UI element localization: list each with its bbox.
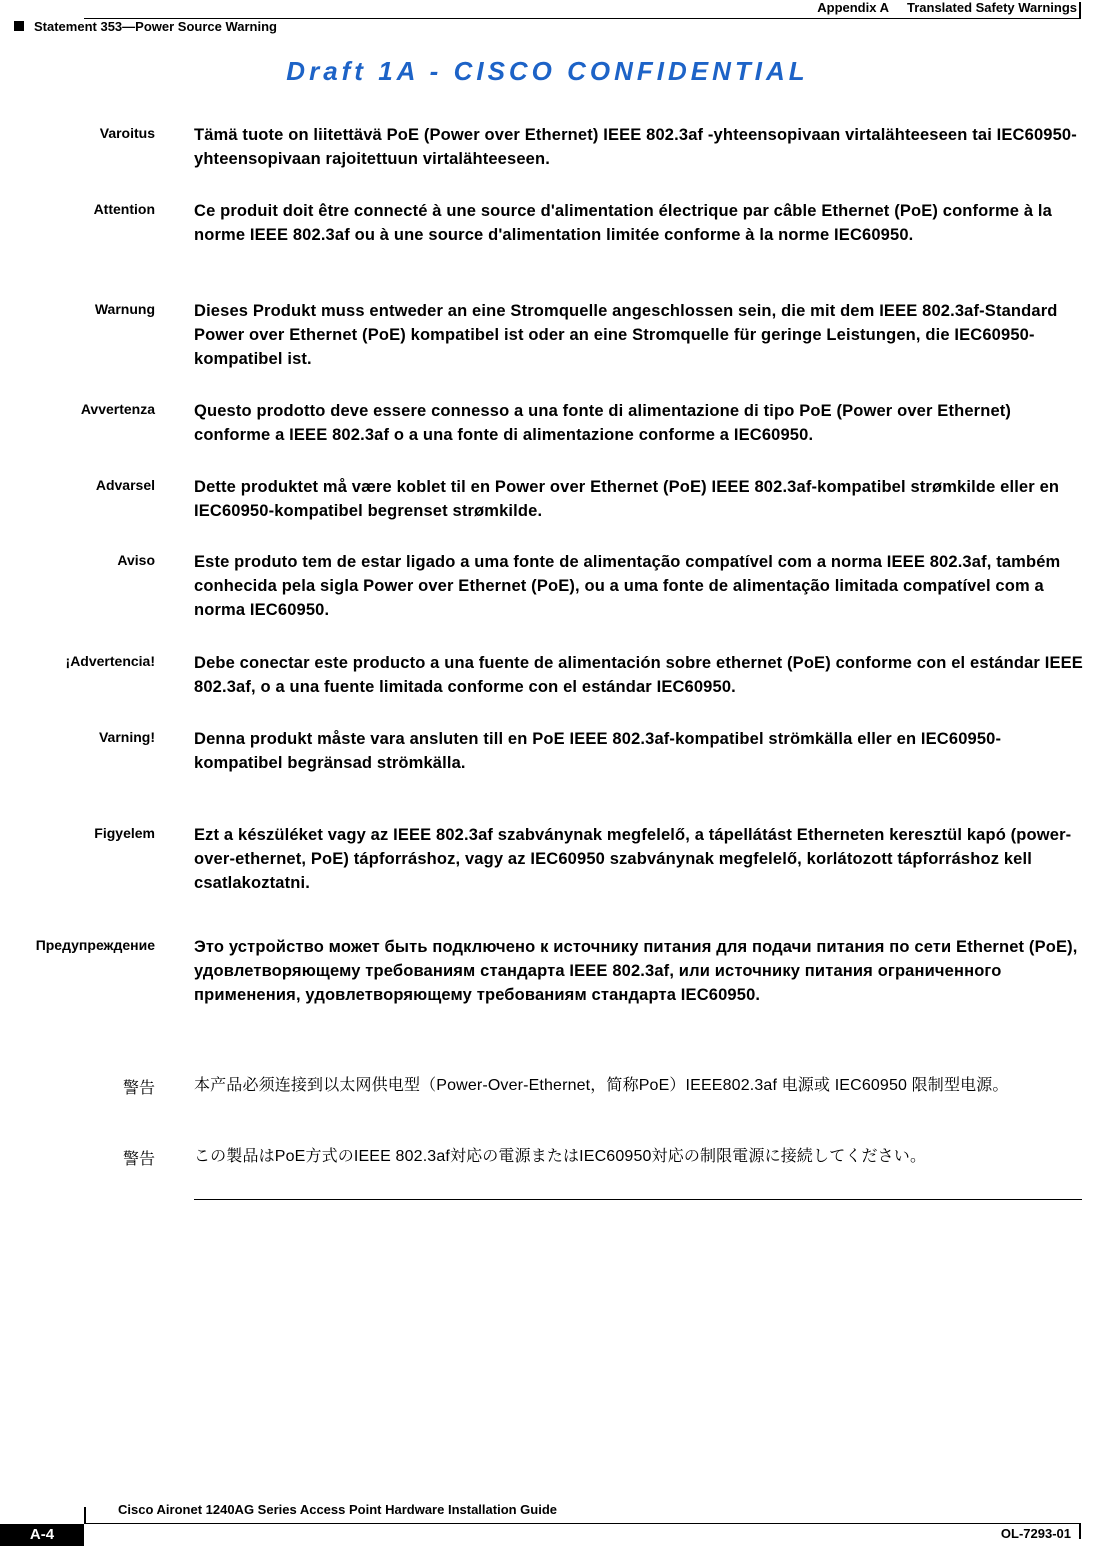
section-end-rule bbox=[194, 1199, 1082, 1200]
warning-text: この製品はPoE方式のIEEE 802.3af対応の電源またはIEC60950対応の制限電源に接続してください。 bbox=[194, 1148, 927, 1165]
warning-label: Aviso bbox=[117, 552, 155, 568]
warning-label: 警告 bbox=[122, 1151, 155, 1168]
warning-label: Attention bbox=[93, 201, 155, 217]
page-number: A-4 bbox=[0, 1524, 84, 1546]
warning-label: Varning! bbox=[98, 729, 155, 745]
warning-text: Tämä tuote on liitettävä PoE (Power over Ethernet) IEEE 802.3af -yhteensopivaan virtalähteeseen tai IEC60950-yhteensopivaan rajoitettuun virtalähteeseen. bbox=[194, 126, 1077, 168]
document-number: OL-7293-01 bbox=[1000, 1526, 1071, 1541]
warning-text: Dieses Produkt muss entweder an eine Stromquelle angeschlossen sein, die mit dem IEEE 802.3af-Standard Power over Ethernet (PoE) kompatibel ist oder an eine Stromquelle für geringe Leistungen, die IEC60950-kompatibel ist. bbox=[194, 302, 1058, 368]
warning-label: ¡Advertencia! bbox=[65, 653, 155, 669]
warning-label: Предупреждение bbox=[35, 937, 155, 953]
warning-text: Ezt a készüléket vagy az IEEE 802.3af szabványnak megfelelő, a tápellátást Etherneten keresztül kapó (power-over-ethernet, PoE) tápforráshoz, vagy az IEC60950 szabványnak megfelelő, korlátozott tápforráshoz kell csatlakoztatni. bbox=[194, 826, 1072, 892]
warning-text: Это устройство может быть подключено к источнику питания для подачи питания по сети Ethernet (PoE), удовлетворяющему требованиям стандарта IEEE 802.3af, или источнику питания ограниченного применения, удовлетворяющему требованиям стандарта IEC60950. bbox=[194, 938, 1078, 1004]
header-chapter bbox=[817, 0, 1077, 15]
footer-rule bbox=[84, 1523, 1081, 1524]
footer-guide-title: Cisco Aironet 1240AG Series Access Point Hardware Installation Guide bbox=[118, 1502, 558, 1517]
warning-text: Ce produit doit être connecté à une source d'alimentation électrique par câble Ethernet (PoE) conforme à la norme IEEE 802.3af ou à une source d'alimentation limitée conforme à la norme IEC60950. bbox=[194, 202, 1052, 244]
warning-label: Figyelem bbox=[94, 825, 155, 841]
footer-tick-right bbox=[1079, 1523, 1081, 1539]
warning-label: Advarsel bbox=[95, 477, 155, 493]
warning-label: Avvertenza bbox=[80, 401, 155, 417]
header-chapter-title: Translated Safety Warnings bbox=[906, 0, 1077, 15]
header-square-marker bbox=[14, 21, 24, 31]
footer-tick bbox=[84, 1507, 86, 1523]
warning-text: Dette produktet må være koblet til en Power over Ethernet (PoE) IEEE 802.3af-kompatibel strømkilde eller en IEC60950-kompatibel begrenset strømkilde. bbox=[194, 478, 1060, 520]
warning-text: Questo prodotto deve essere connesso a una fonte di alimentazione di tipo PoE (Power over Ethernet) conforme a IEEE 802.3af o a una fonte di alimentazione conforme a IEC60950. bbox=[194, 402, 1012, 444]
draft-banner: Draft 1A - CISCO CONFIDENTIAL bbox=[286, 56, 809, 86]
warning-label: Varoitus bbox=[99, 125, 155, 141]
header-statement: Statement 353—Power Source Warning bbox=[34, 19, 277, 34]
warning-text: Debe conectar este producto a una fuente de alimentación sobre ethernet (PoE) conforme con el estándar IEEE 802.3af, o a una fuente limitada conforme con el estándar IEC60950. bbox=[194, 654, 1083, 696]
warning-text: Este produto tem de estar ligado a uma fonte de alimentação compatível com a norma IEEE 802.3af, também conhecida pela sigla Power over Ethernet (PoE), ou a uma fonte de alimentação limitada compatível com a norma IEC60950. bbox=[194, 553, 1061, 619]
warning-label: 警告 bbox=[122, 1080, 155, 1097]
warning-text: Denna produkt måste vara ansluten till en PoE IEEE 802.3af-kompatibel strömkälla eller en IEC60950-kompatibel begränsad strömkälla. bbox=[194, 730, 1002, 772]
header-tick bbox=[1079, 2, 1081, 18]
warning-text: 本产品必须连接到以太网供电型（Power-Over-Ethernet，简称PoE）IEEE802.3af 电源或 IEC60950 限制型电源。 bbox=[194, 1077, 1009, 1094]
warning-label: Warnung bbox=[94, 301, 155, 317]
header-appendix: Appendix A bbox=[817, 0, 889, 15]
